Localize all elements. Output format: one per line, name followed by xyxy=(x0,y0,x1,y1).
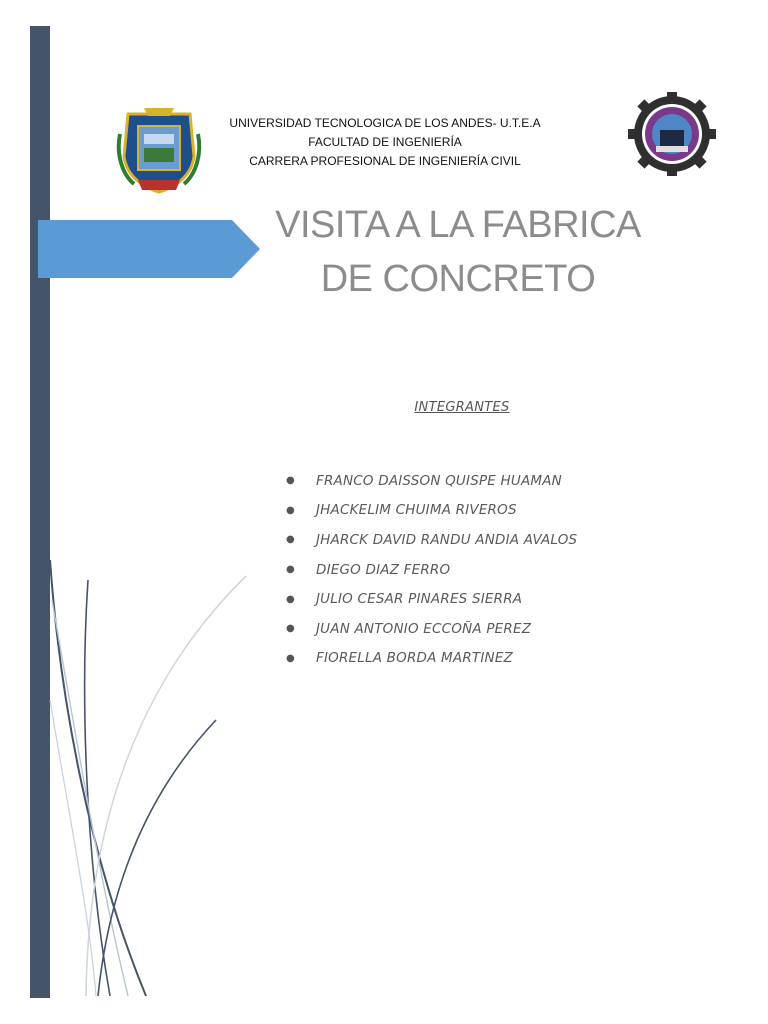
list-item xyxy=(286,525,577,555)
institution-header xyxy=(200,114,570,171)
bullet-icon: ● xyxy=(286,593,295,605)
list-item xyxy=(286,584,577,614)
list-item xyxy=(286,644,577,674)
list-item xyxy=(286,555,577,585)
bullet-icon: ● xyxy=(286,504,295,516)
bullet-icon: ● xyxy=(286,534,295,546)
title-line-2: DE CONCRETO xyxy=(320,258,596,300)
member-name: DIEGO DIAZ FERRO xyxy=(316,561,451,578)
members-list xyxy=(286,466,577,673)
list-item xyxy=(286,614,577,644)
arrow-banner xyxy=(38,220,260,278)
bullet-icon: ● xyxy=(286,623,295,635)
bullet-icon: ● xyxy=(286,652,295,664)
member-name: JHARCK DAVID RANDU ANDIA AVALOS xyxy=(316,531,578,548)
faculty-name: FACULTAD DE INGENIERÍA xyxy=(308,135,462,149)
members-heading: INTEGRANTES xyxy=(414,400,510,415)
member-name: FRANCO DAISSON QUISPE HUAMAN xyxy=(316,472,562,489)
bullet-icon: ● xyxy=(286,564,295,576)
member-name: FIORELLA BORDA MARTINEZ xyxy=(316,650,514,667)
document-title xyxy=(248,198,668,306)
university-name: UNIVERSIDAD TECNOLOGICA DE LOS ANDES- U.T.E.A xyxy=(229,116,541,130)
member-name: JHACKELIM CHUIMA RIVEROS xyxy=(316,502,517,519)
list-item xyxy=(286,466,577,496)
university-seal-icon xyxy=(114,104,204,194)
member-name: JULIO CESAR PINARES SIERRA xyxy=(316,591,523,608)
member-name: JUAN ANTONIO ECCOÑA PEREZ xyxy=(316,620,532,637)
title-line-1: VISITA A LA FABRICA xyxy=(275,204,641,246)
list-item xyxy=(286,496,577,526)
bullet-icon: ● xyxy=(286,475,295,487)
civil-engineering-gear-logo-icon xyxy=(622,92,722,176)
career-name: CARRERA PROFESIONAL DE INGENIERÍA CIVIL xyxy=(249,154,521,168)
